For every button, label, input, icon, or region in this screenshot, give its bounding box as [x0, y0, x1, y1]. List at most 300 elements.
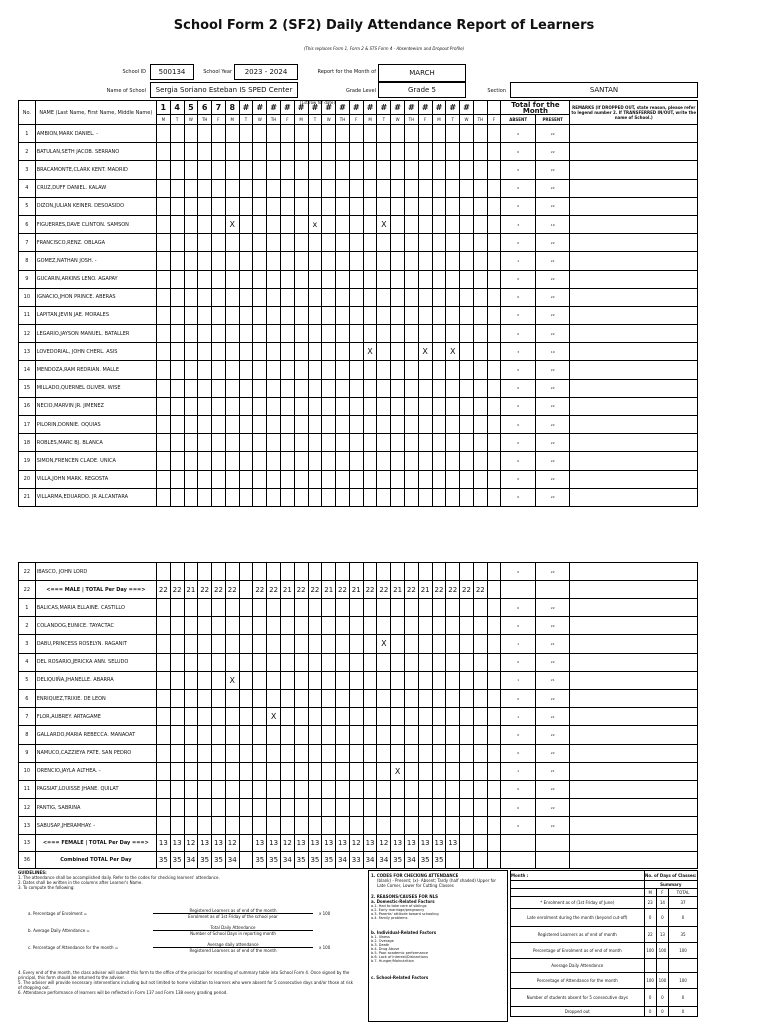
attendance-cell[interactable]: [487, 379, 501, 397]
attendance-cell[interactable]: [294, 488, 308, 506]
attendance-cell[interactable]: [267, 434, 281, 452]
attendance-cell[interactable]: [391, 252, 405, 270]
attendance-cell[interactable]: [294, 762, 308, 780]
attendance-cell[interactable]: [446, 143, 460, 161]
attendance-cell[interactable]: [198, 488, 212, 506]
attendance-cell[interactable]: [377, 708, 391, 726]
attendance-cell[interactable]: [253, 125, 267, 143]
attendance-cell[interactable]: [432, 197, 446, 215]
attendance-cell[interactable]: [432, 744, 446, 762]
attendance-cell[interactable]: [294, 689, 308, 707]
attendance-cell[interactable]: [170, 653, 184, 671]
attendance-cell[interactable]: [280, 270, 294, 288]
attendance-cell[interactable]: [294, 470, 308, 488]
attendance-cell[interactable]: X: [377, 215, 391, 233]
attendance-cell[interactable]: [198, 708, 212, 726]
attendance-cell[interactable]: [363, 635, 377, 653]
attendance-cell[interactable]: [322, 215, 336, 233]
attendance-cell[interactable]: [418, 434, 432, 452]
attendance-cell[interactable]: [460, 288, 474, 306]
attendance-cell[interactable]: [184, 488, 198, 506]
attendance-cell[interactable]: [349, 671, 363, 689]
attendance-cell[interactable]: [336, 252, 350, 270]
attendance-cell[interactable]: [239, 780, 253, 798]
attendance-cell[interactable]: [267, 361, 281, 379]
attendance-cell[interactable]: [336, 143, 350, 161]
attendance-cell[interactable]: [253, 143, 267, 161]
attendance-cell[interactable]: [253, 215, 267, 233]
remarks-cell[interactable]: [570, 306, 698, 324]
attendance-cell[interactable]: [170, 563, 184, 581]
attendance-cell[interactable]: [405, 379, 419, 397]
attendance-cell[interactable]: [267, 288, 281, 306]
remarks-cell[interactable]: [570, 325, 698, 343]
attendance-cell[interactable]: [198, 270, 212, 288]
attendance-cell[interactable]: [349, 197, 363, 215]
attendance-cell[interactable]: [198, 234, 212, 252]
attendance-cell[interactable]: [198, 397, 212, 415]
attendance-cell[interactable]: [432, 161, 446, 179]
attendance-cell[interactable]: [212, 125, 226, 143]
attendance-cell[interactable]: [308, 617, 322, 635]
attendance-cell[interactable]: [280, 817, 294, 835]
attendance-cell[interactable]: [349, 780, 363, 798]
attendance-cell[interactable]: [473, 288, 487, 306]
attendance-cell[interactable]: [267, 197, 281, 215]
attendance-cell[interactable]: [267, 799, 281, 817]
attendance-cell[interactable]: [225, 125, 239, 143]
attendance-cell[interactable]: [349, 599, 363, 617]
attendance-cell[interactable]: [405, 234, 419, 252]
attendance-cell[interactable]: [170, 744, 184, 762]
remarks-cell[interactable]: [570, 617, 698, 635]
attendance-cell[interactable]: [239, 744, 253, 762]
attendance-cell[interactable]: [170, 197, 184, 215]
attendance-cell[interactable]: [322, 179, 336, 197]
attendance-cell[interactable]: [405, 125, 419, 143]
attendance-cell[interactable]: [487, 234, 501, 252]
attendance-cell[interactable]: [308, 197, 322, 215]
attendance-cell[interactable]: [418, 744, 432, 762]
attendance-cell[interactable]: [363, 179, 377, 197]
attendance-cell[interactable]: [294, 397, 308, 415]
attendance-cell[interactable]: [267, 452, 281, 470]
attendance-cell[interactable]: [391, 635, 405, 653]
attendance-cell[interactable]: [212, 197, 226, 215]
attendance-cell[interactable]: [377, 434, 391, 452]
attendance-cell[interactable]: [405, 744, 419, 762]
attendance-cell[interactable]: [473, 689, 487, 707]
attendance-cell[interactable]: [308, 416, 322, 434]
attendance-cell[interactable]: [225, 434, 239, 452]
attendance-cell[interactable]: [170, 599, 184, 617]
attendance-cell[interactable]: [460, 817, 474, 835]
attendance-cell[interactable]: [391, 617, 405, 635]
attendance-cell[interactable]: [184, 306, 198, 324]
attendance-cell[interactable]: [156, 470, 170, 488]
attendance-cell[interactable]: [170, 762, 184, 780]
attendance-cell[interactable]: [446, 361, 460, 379]
attendance-cell[interactable]: [432, 817, 446, 835]
attendance-cell[interactable]: [363, 252, 377, 270]
attendance-cell[interactable]: [336, 270, 350, 288]
attendance-cell[interactable]: [170, 488, 184, 506]
attendance-cell[interactable]: [473, 361, 487, 379]
attendance-cell[interactable]: [239, 125, 253, 143]
attendance-cell[interactable]: [170, 252, 184, 270]
remarks-cell[interactable]: [570, 361, 698, 379]
attendance-cell[interactable]: [363, 689, 377, 707]
attendance-cell[interactable]: [239, 397, 253, 415]
attendance-cell[interactable]: [473, 270, 487, 288]
attendance-cell[interactable]: [473, 780, 487, 798]
attendance-cell[interactable]: [156, 397, 170, 415]
attendance-cell[interactable]: [280, 343, 294, 361]
attendance-cell[interactable]: [322, 744, 336, 762]
attendance-cell[interactable]: [446, 215, 460, 233]
attendance-cell[interactable]: [405, 689, 419, 707]
attendance-cell[interactable]: [225, 635, 239, 653]
attendance-cell[interactable]: [446, 434, 460, 452]
attendance-cell[interactable]: [363, 452, 377, 470]
attendance-cell[interactable]: [405, 179, 419, 197]
attendance-cell[interactable]: [294, 563, 308, 581]
attendance-cell[interactable]: [308, 179, 322, 197]
attendance-cell[interactable]: [280, 125, 294, 143]
attendance-cell[interactable]: [446, 563, 460, 581]
attendance-cell[interactable]: [253, 452, 267, 470]
attendance-cell[interactable]: [156, 653, 170, 671]
attendance-cell[interactable]: [487, 252, 501, 270]
attendance-cell[interactable]: [446, 689, 460, 707]
attendance-cell[interactable]: [405, 452, 419, 470]
attendance-cell[interactable]: [336, 343, 350, 361]
attendance-cell[interactable]: [432, 488, 446, 506]
attendance-cell[interactable]: [212, 744, 226, 762]
attendance-cell[interactable]: [363, 599, 377, 617]
attendance-cell[interactable]: [184, 780, 198, 798]
attendance-cell[interactable]: [405, 197, 419, 215]
attendance-cell[interactable]: [446, 325, 460, 343]
attendance-cell[interactable]: [363, 780, 377, 798]
attendance-cell[interactable]: [322, 161, 336, 179]
attendance-cell[interactable]: [418, 689, 432, 707]
attendance-cell[interactable]: [225, 416, 239, 434]
attendance-cell[interactable]: [294, 744, 308, 762]
attendance-cell[interactable]: [239, 161, 253, 179]
attendance-cell[interactable]: [432, 343, 446, 361]
attendance-cell[interactable]: [418, 671, 432, 689]
attendance-cell[interactable]: [267, 470, 281, 488]
attendance-cell[interactable]: [460, 708, 474, 726]
attendance-cell[interactable]: [487, 635, 501, 653]
attendance-cell[interactable]: [391, 653, 405, 671]
remarks-cell[interactable]: [570, 288, 698, 306]
attendance-cell[interactable]: [170, 361, 184, 379]
attendance-cell[interactable]: [267, 416, 281, 434]
attendance-cell[interactable]: [405, 397, 419, 415]
attendance-cell[interactable]: [432, 288, 446, 306]
attendance-cell[interactable]: [418, 416, 432, 434]
attendance-cell[interactable]: [446, 617, 460, 635]
attendance-cell[interactable]: [308, 143, 322, 161]
attendance-cell[interactable]: [280, 306, 294, 324]
attendance-cell[interactable]: X: [267, 708, 281, 726]
attendance-cell[interactable]: [336, 799, 350, 817]
attendance-cell[interactable]: [212, 343, 226, 361]
attendance-cell[interactable]: [349, 270, 363, 288]
attendance-cell[interactable]: [212, 708, 226, 726]
attendance-cell[interactable]: [377, 470, 391, 488]
attendance-cell[interactable]: [377, 125, 391, 143]
attendance-cell[interactable]: [308, 671, 322, 689]
attendance-cell[interactable]: [487, 671, 501, 689]
attendance-cell[interactable]: [212, 653, 226, 671]
attendance-cell[interactable]: [363, 143, 377, 161]
attendance-cell[interactable]: [405, 488, 419, 506]
attendance-cell[interactable]: [432, 325, 446, 343]
attendance-cell[interactable]: [308, 689, 322, 707]
attendance-cell[interactable]: [473, 762, 487, 780]
attendance-cell[interactable]: [308, 361, 322, 379]
attendance-cell[interactable]: [308, 780, 322, 798]
attendance-cell[interactable]: [418, 762, 432, 780]
attendance-cell[interactable]: [418, 325, 432, 343]
attendance-cell[interactable]: [377, 744, 391, 762]
attendance-cell[interactable]: [391, 599, 405, 617]
attendance-cell[interactable]: [405, 252, 419, 270]
attendance-cell[interactable]: [473, 161, 487, 179]
attendance-cell[interactable]: [212, 416, 226, 434]
attendance-cell[interactable]: [487, 343, 501, 361]
attendance-cell[interactable]: [198, 563, 212, 581]
attendance-cell[interactable]: [460, 325, 474, 343]
attendance-cell[interactable]: [198, 762, 212, 780]
attendance-cell[interactable]: [170, 799, 184, 817]
attendance-cell[interactable]: [267, 397, 281, 415]
attendance-cell[interactable]: [212, 270, 226, 288]
attendance-cell[interactable]: [336, 488, 350, 506]
attendance-cell[interactable]: [405, 653, 419, 671]
attendance-cell[interactable]: [267, 215, 281, 233]
attendance-cell[interactable]: [253, 270, 267, 288]
attendance-cell[interactable]: [322, 143, 336, 161]
remarks-cell[interactable]: [570, 635, 698, 653]
attendance-cell[interactable]: [280, 726, 294, 744]
attendance-cell[interactable]: [253, 617, 267, 635]
attendance-cell[interactable]: [432, 653, 446, 671]
attendance-cell[interactable]: [460, 617, 474, 635]
attendance-cell[interactable]: [225, 689, 239, 707]
attendance-cell[interactable]: [336, 671, 350, 689]
attendance-cell[interactable]: [363, 817, 377, 835]
attendance-cell[interactable]: [473, 744, 487, 762]
attendance-cell[interactable]: [156, 817, 170, 835]
attendance-cell[interactable]: [225, 653, 239, 671]
attendance-cell[interactable]: [267, 762, 281, 780]
attendance-cell[interactable]: [308, 125, 322, 143]
attendance-cell[interactable]: [253, 252, 267, 270]
attendance-cell[interactable]: [184, 671, 198, 689]
attendance-cell[interactable]: [308, 288, 322, 306]
attendance-cell[interactable]: [432, 635, 446, 653]
attendance-cell[interactable]: [432, 762, 446, 780]
attendance-cell[interactable]: [156, 434, 170, 452]
remarks-cell[interactable]: [570, 125, 698, 143]
attendance-cell[interactable]: [239, 197, 253, 215]
attendance-cell[interactable]: [322, 416, 336, 434]
attendance-cell[interactable]: [322, 617, 336, 635]
attendance-cell[interactable]: [294, 125, 308, 143]
attendance-cell[interactable]: [391, 817, 405, 835]
attendance-cell[interactable]: [184, 379, 198, 397]
attendance-cell[interactable]: [446, 379, 460, 397]
attendance-cell[interactable]: [391, 452, 405, 470]
attendance-cell[interactable]: [377, 689, 391, 707]
attendance-cell[interactable]: [239, 379, 253, 397]
attendance-cell[interactable]: [239, 653, 253, 671]
attendance-cell[interactable]: [308, 379, 322, 397]
attendance-cell[interactable]: [280, 780, 294, 798]
attendance-cell[interactable]: [473, 817, 487, 835]
attendance-cell[interactable]: [446, 488, 460, 506]
attendance-cell[interactable]: [487, 143, 501, 161]
attendance-cell[interactable]: [156, 234, 170, 252]
attendance-cell[interactable]: [184, 325, 198, 343]
attendance-cell[interactable]: [377, 161, 391, 179]
attendance-cell[interactable]: [377, 288, 391, 306]
attendance-cell[interactable]: [294, 671, 308, 689]
attendance-cell[interactable]: [418, 234, 432, 252]
attendance-cell[interactable]: [487, 325, 501, 343]
attendance-cell[interactable]: [322, 288, 336, 306]
attendance-cell[interactable]: [280, 215, 294, 233]
attendance-cell[interactable]: [156, 799, 170, 817]
attendance-cell[interactable]: [322, 599, 336, 617]
attendance-cell[interactable]: [460, 161, 474, 179]
attendance-cell[interactable]: [280, 799, 294, 817]
attendance-cell[interactable]: [308, 488, 322, 506]
attendance-cell[interactable]: [391, 179, 405, 197]
attendance-cell[interactable]: [432, 215, 446, 233]
attendance-cell[interactable]: [198, 197, 212, 215]
attendance-cell[interactable]: [473, 563, 487, 581]
attendance-cell[interactable]: [446, 397, 460, 415]
attendance-cell[interactable]: [363, 617, 377, 635]
attendance-cell[interactable]: [487, 215, 501, 233]
attendance-cell[interactable]: [198, 416, 212, 434]
attendance-cell[interactable]: [253, 470, 267, 488]
attendance-cell[interactable]: [294, 179, 308, 197]
attendance-cell[interactable]: [225, 379, 239, 397]
attendance-cell[interactable]: [460, 343, 474, 361]
attendance-cell[interactable]: [156, 671, 170, 689]
attendance-cell[interactable]: [253, 234, 267, 252]
attendance-cell[interactable]: [322, 470, 336, 488]
attendance-cell[interactable]: [405, 343, 419, 361]
attendance-cell[interactable]: [198, 780, 212, 798]
attendance-cell[interactable]: [391, 488, 405, 506]
attendance-cell[interactable]: [280, 617, 294, 635]
attendance-cell[interactable]: [170, 397, 184, 415]
attendance-cell[interactable]: [170, 817, 184, 835]
attendance-cell[interactable]: [267, 780, 281, 798]
attendance-cell[interactable]: [405, 143, 419, 161]
attendance-cell[interactable]: [322, 817, 336, 835]
attendance-cell[interactable]: [239, 416, 253, 434]
attendance-cell[interactable]: [198, 671, 212, 689]
attendance-cell[interactable]: [363, 671, 377, 689]
attendance-cell[interactable]: [377, 197, 391, 215]
attendance-cell[interactable]: [308, 397, 322, 415]
attendance-cell[interactable]: [322, 343, 336, 361]
attendance-cell[interactable]: [391, 563, 405, 581]
attendance-cell[interactable]: [432, 617, 446, 635]
school-name-field[interactable]: Sergia Soriano Esteban IS SPED Center: [150, 82, 298, 98]
attendance-cell[interactable]: [460, 252, 474, 270]
attendance-cell[interactable]: [212, 563, 226, 581]
attendance-cell[interactable]: [308, 325, 322, 343]
attendance-cell[interactable]: [446, 635, 460, 653]
attendance-cell[interactable]: [239, 252, 253, 270]
attendance-cell[interactable]: [391, 361, 405, 379]
attendance-cell[interactable]: [239, 617, 253, 635]
attendance-cell[interactable]: [198, 744, 212, 762]
attendance-cell[interactable]: [349, 125, 363, 143]
attendance-cell[interactable]: [487, 125, 501, 143]
attendance-cell[interactable]: [267, 306, 281, 324]
attendance-cell[interactable]: [487, 599, 501, 617]
attendance-cell[interactable]: [212, 179, 226, 197]
attendance-cell[interactable]: [487, 288, 501, 306]
attendance-cell[interactable]: [460, 434, 474, 452]
attendance-cell[interactable]: [487, 270, 501, 288]
remarks-cell[interactable]: [570, 416, 698, 434]
attendance-cell[interactable]: [225, 617, 239, 635]
attendance-cell[interactable]: [391, 470, 405, 488]
remarks-cell[interactable]: [570, 252, 698, 270]
attendance-cell[interactable]: [391, 270, 405, 288]
attendance-cell[interactable]: [294, 416, 308, 434]
attendance-cell[interactable]: [432, 270, 446, 288]
attendance-cell[interactable]: [405, 635, 419, 653]
attendance-cell[interactable]: [156, 635, 170, 653]
attendance-cell[interactable]: [446, 270, 460, 288]
attendance-cell[interactable]: [391, 434, 405, 452]
attendance-cell[interactable]: [405, 817, 419, 835]
attendance-cell[interactable]: [308, 726, 322, 744]
attendance-cell[interactable]: [308, 470, 322, 488]
attendance-cell[interactable]: [280, 252, 294, 270]
attendance-cell[interactable]: [460, 744, 474, 762]
attendance-cell[interactable]: [473, 143, 487, 161]
attendance-cell[interactable]: [294, 635, 308, 653]
attendance-cell[interactable]: [267, 343, 281, 361]
attendance-cell[interactable]: [170, 161, 184, 179]
attendance-cell[interactable]: [473, 635, 487, 653]
attendance-cell[interactable]: [280, 671, 294, 689]
attendance-cell[interactable]: [239, 762, 253, 780]
attendance-cell[interactable]: [212, 434, 226, 452]
attendance-cell[interactable]: [198, 361, 212, 379]
attendance-cell[interactable]: [308, 234, 322, 252]
attendance-cell[interactable]: [336, 762, 350, 780]
attendance-cell[interactable]: [432, 434, 446, 452]
attendance-cell[interactable]: [184, 617, 198, 635]
attendance-cell[interactable]: [322, 361, 336, 379]
attendance-cell[interactable]: [239, 343, 253, 361]
attendance-cell[interactable]: [336, 452, 350, 470]
